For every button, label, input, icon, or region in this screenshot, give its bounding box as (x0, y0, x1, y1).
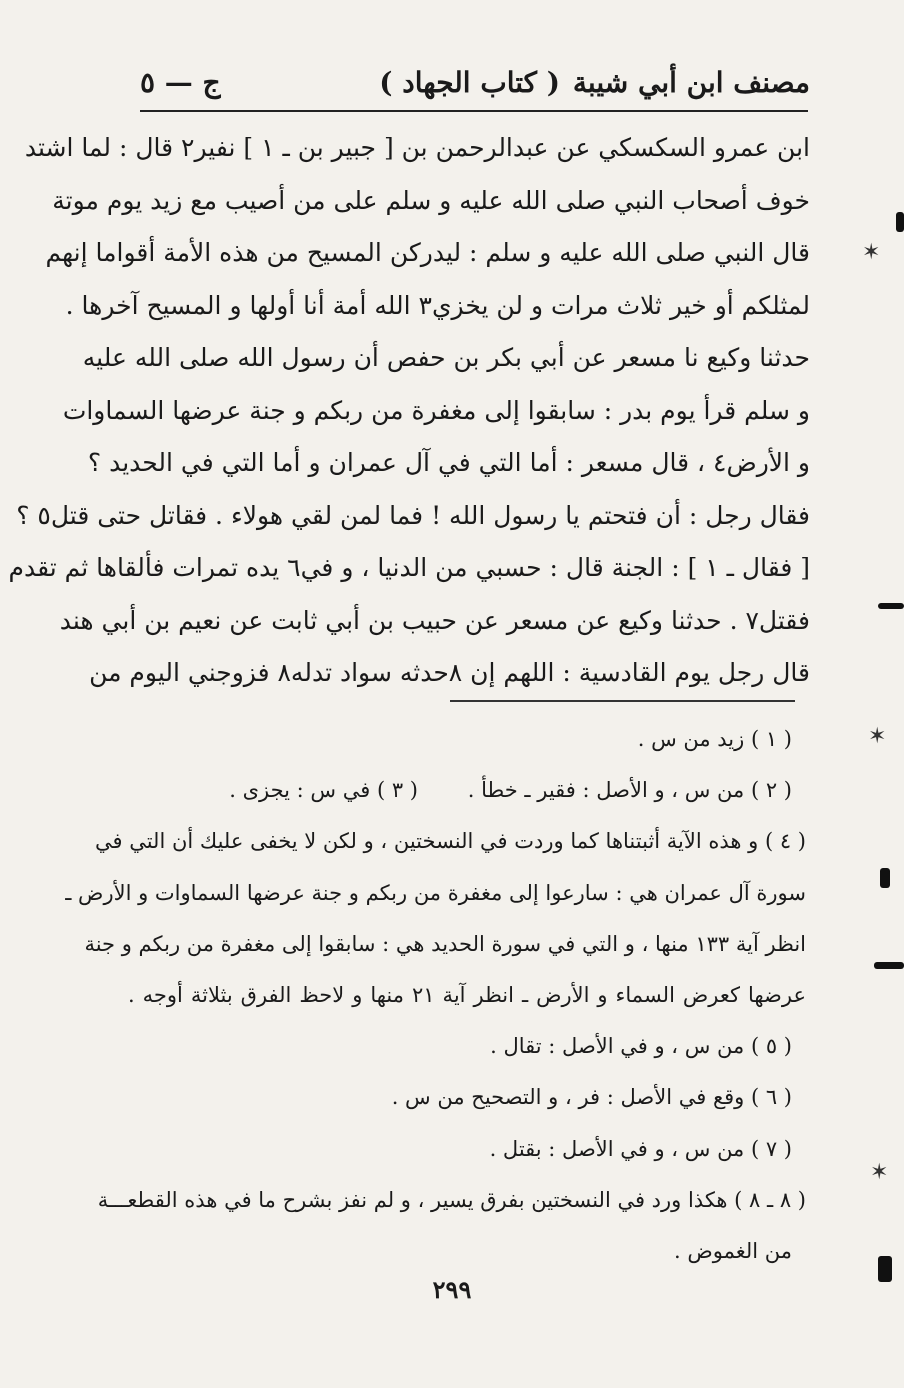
book-title: مصنف ابن أبي شيبة (572, 66, 810, 99)
scan-smudge (880, 868, 890, 888)
footnotes (65, 714, 806, 1277)
margin-star-mark: ✶ (868, 724, 887, 749)
text-line: فقتل٧ . حدثنا وكيع عن مسعر عن حبيب بن أبي ثابت عن نعيم بن أبي هند (59, 605, 810, 635)
text-line: و الأرض٤ ، قال مسعر : أما التي في آل عمران و أما التي في الحديد ؟ (87, 448, 810, 477)
footnote-5: ( ٥ ) من س ، و في الأصل : تقال . (490, 1034, 792, 1059)
text-line: حدثنا وكيع نا مسعر عن أبي بكر بن حفص أن رسول الله صلى الله عليه (82, 343, 810, 372)
footnote-8-line: ( ٨ ـ ٨ ) هكذا ورد في النسختين بفرق يسير ، و لم نفز بشرح ما في هذه القطعـــة (97, 1187, 806, 1212)
footnote-4-line: عرضها كعرض السماء و الأرض ـ انظر آية ٢١ منها و لاحظ الفرق بثلاثة أوجه . (128, 982, 806, 1007)
text-line: قال النبي صلى الله عليه و سلم : ليدركن المسيح من هذه الأمة أقواما إنهم (45, 238, 810, 267)
running-header (130, 64, 810, 108)
footnote-4-line: ( ٤ ) و هذه الآية أثبتناها كما وردت في النسختين ، و لكن لا يخفى عليك أن التي في (94, 829, 806, 854)
footnote-4-line: انظر آية ١٣٣ منها ، و التي في سورة الحديد هي : سابقوا إلى مغفرة من ربكم و جنة (84, 931, 806, 956)
footnote-7: ( ٧ ) من س ، و في الأصل : بقتل . (489, 1136, 792, 1161)
page-number: ٢٩٩ (432, 1275, 472, 1304)
scan-smudge (874, 962, 904, 969)
footnote-rule (450, 700, 795, 702)
footnote-8-line: من الغموض . (673, 1238, 792, 1263)
footnote-3: ( ٣ ) في س : يجزى . (229, 778, 418, 803)
footnote-1: ( ١ ) زيد من س . (637, 727, 792, 751)
text-line: لمثلكم أو خير ثلاث مرات و لن يخزي٣ الله أمة أنا أولها و المسيح آخرها . (65, 290, 810, 320)
text-line: [ فقال ـ ١ ] : الجنة قال : حسبي من الدنيا ، و في٦ يده تمرات فألقاها ثم تقدم (8, 553, 810, 582)
footnote-row-2-3 (128, 765, 806, 816)
text-line: قال رجل يوم القادسية : اللهم إن ٨حدثه سواد تدله٨ فزوجني اليوم من (89, 658, 810, 687)
text-line: خوف أصحاب النبي صلى الله عليه و سلم على من أصيب مع زيد يوم موتة (52, 185, 810, 215)
header-rule (140, 110, 808, 112)
chapter-title: ( كتاب الجهاد ) (379, 66, 560, 99)
text-line: و سلم قرأ يوم بدر : سابقوا إلى مغفرة من ربكم و جنة عرضها السماوات (62, 395, 810, 425)
footnote-2: ( ٢ ) من س ، و الأصل : فقير ـ خطأ . (467, 778, 792, 803)
scan-smudge (878, 603, 904, 609)
main-text (8, 122, 810, 700)
footnote-6: ( ٦ ) وقع في الأصل : فر ، و التصحيح من س . (391, 1085, 792, 1110)
margin-star-mark: ✶ (870, 1160, 889, 1185)
footnote-4-line: سورة آل عمران هي : سارعوا إلى مغفرة من ربكم و جنة عرضها السماوات و الأرض ـ (65, 880, 806, 905)
scan-smudge (896, 212, 904, 232)
text-line: ابن عمرو السكسكي عن عبدالرحمن بن [ جبير بن ـ ١ ] نفير٢ قال : لما اشتد (24, 133, 810, 162)
text-line: فقال رجل : أن فتحتم يا رسول الله ! فما لمن لقي هولاء . فقاتل حتى قتل٥ ؟ (16, 500, 810, 530)
volume-number: ج — ٥ (140, 66, 221, 99)
margin-star-mark: ✶ (862, 240, 881, 265)
scan-smudge (878, 1256, 892, 1282)
